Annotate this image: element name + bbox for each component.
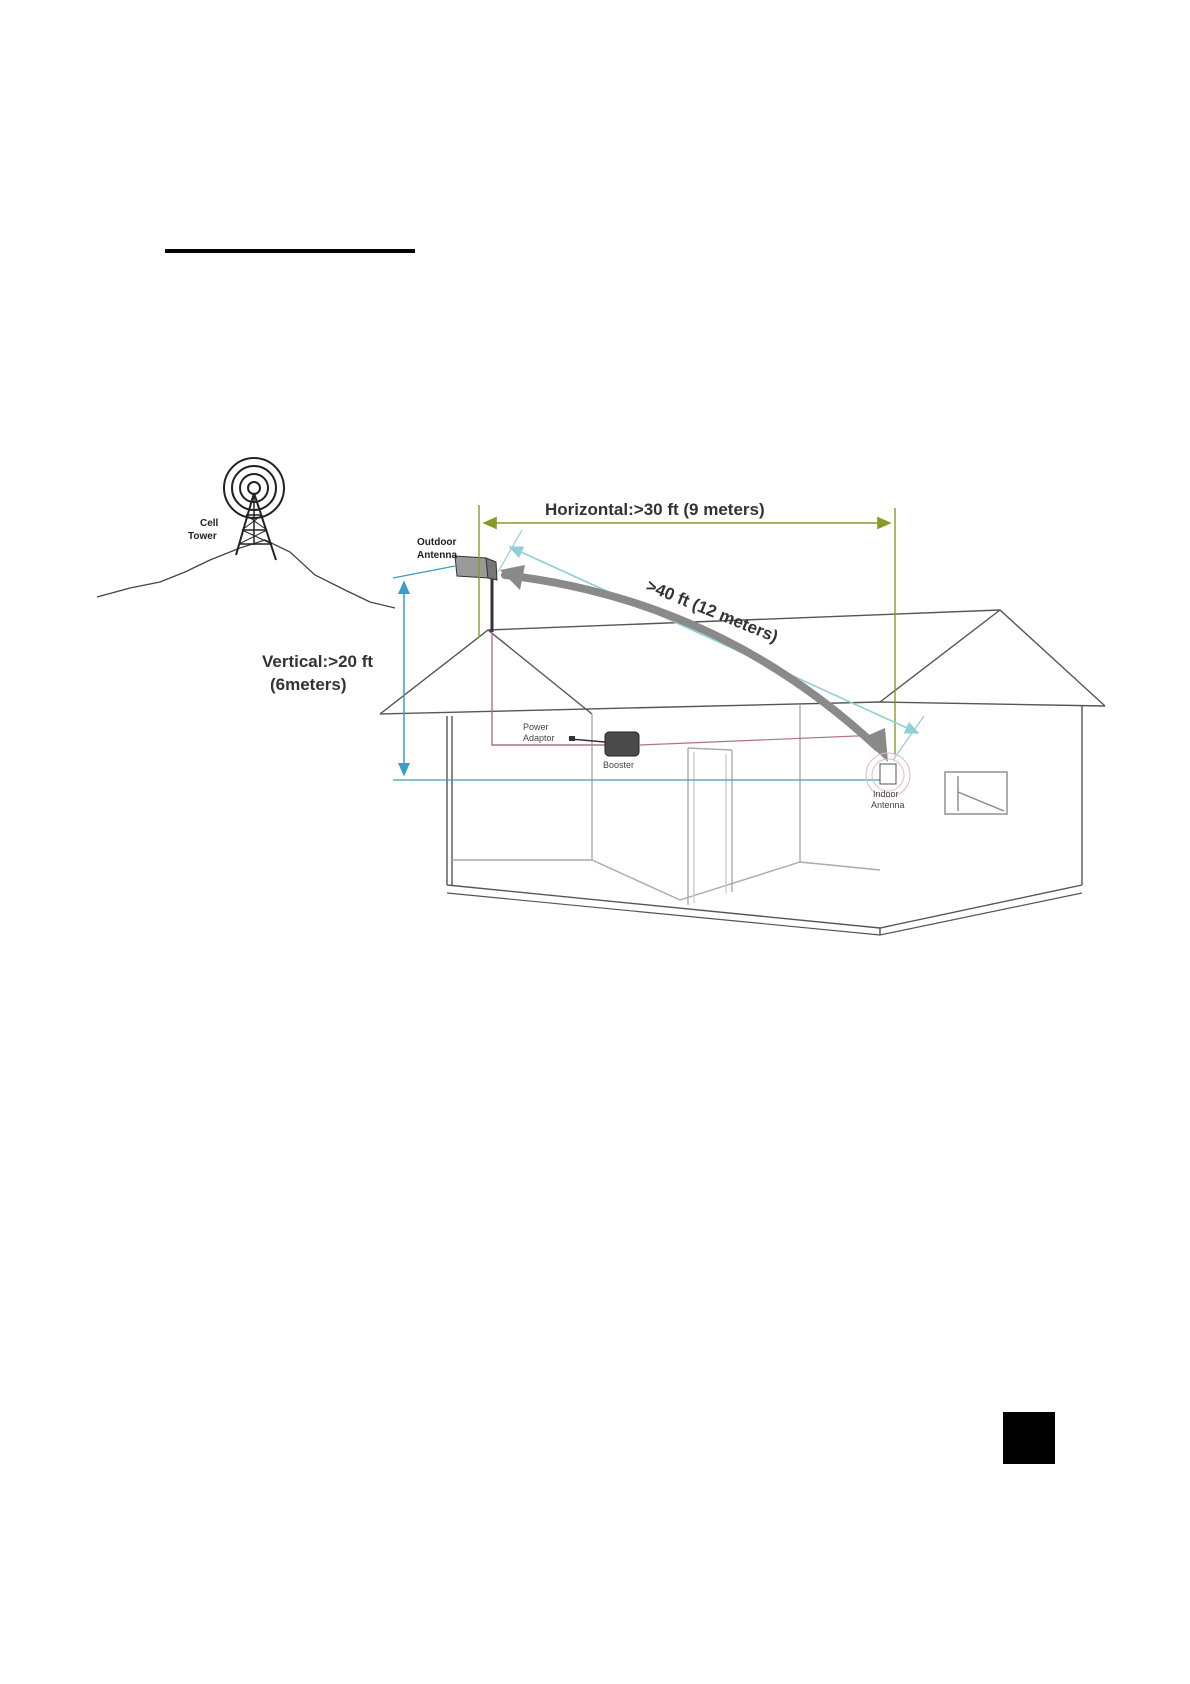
indoor-antenna-label: Antenna [871, 800, 905, 810]
outdoor-antenna-label: Antenna [417, 550, 457, 561]
outdoor-antenna-icon [455, 556, 497, 632]
diagonal-dimension-label: >40 ft (12 meters) [643, 576, 781, 647]
house [380, 610, 1105, 935]
vertical-guide-top [393, 566, 455, 578]
power-adaptor-label: Adaptor [523, 733, 555, 743]
cell-tower-label: Tower [188, 531, 217, 542]
power-adaptor-label: Power [523, 722, 549, 732]
diagonal-dimension-line [510, 547, 918, 733]
page-marker [1003, 1412, 1055, 1464]
horizontal-dimension-label: Horizontal:>30 ft (9 meters) [545, 500, 765, 519]
hill [97, 540, 395, 608]
indoor-antenna-label: Indoor [873, 789, 899, 799]
power-plug-icon [569, 736, 605, 742]
vertical-dimension-label: (6meters) [270, 675, 347, 694]
outdoor-antenna-label: Outdoor [417, 537, 457, 548]
booster-icon [605, 732, 639, 756]
cell-tower-label: Cell [200, 518, 219, 529]
coax-cable-indoor [640, 735, 880, 745]
vertical-dimension-label: Vertical:>20 ft [262, 652, 374, 671]
booster-label: Booster [603, 760, 635, 770]
diagonal-guide-right [893, 716, 924, 760]
